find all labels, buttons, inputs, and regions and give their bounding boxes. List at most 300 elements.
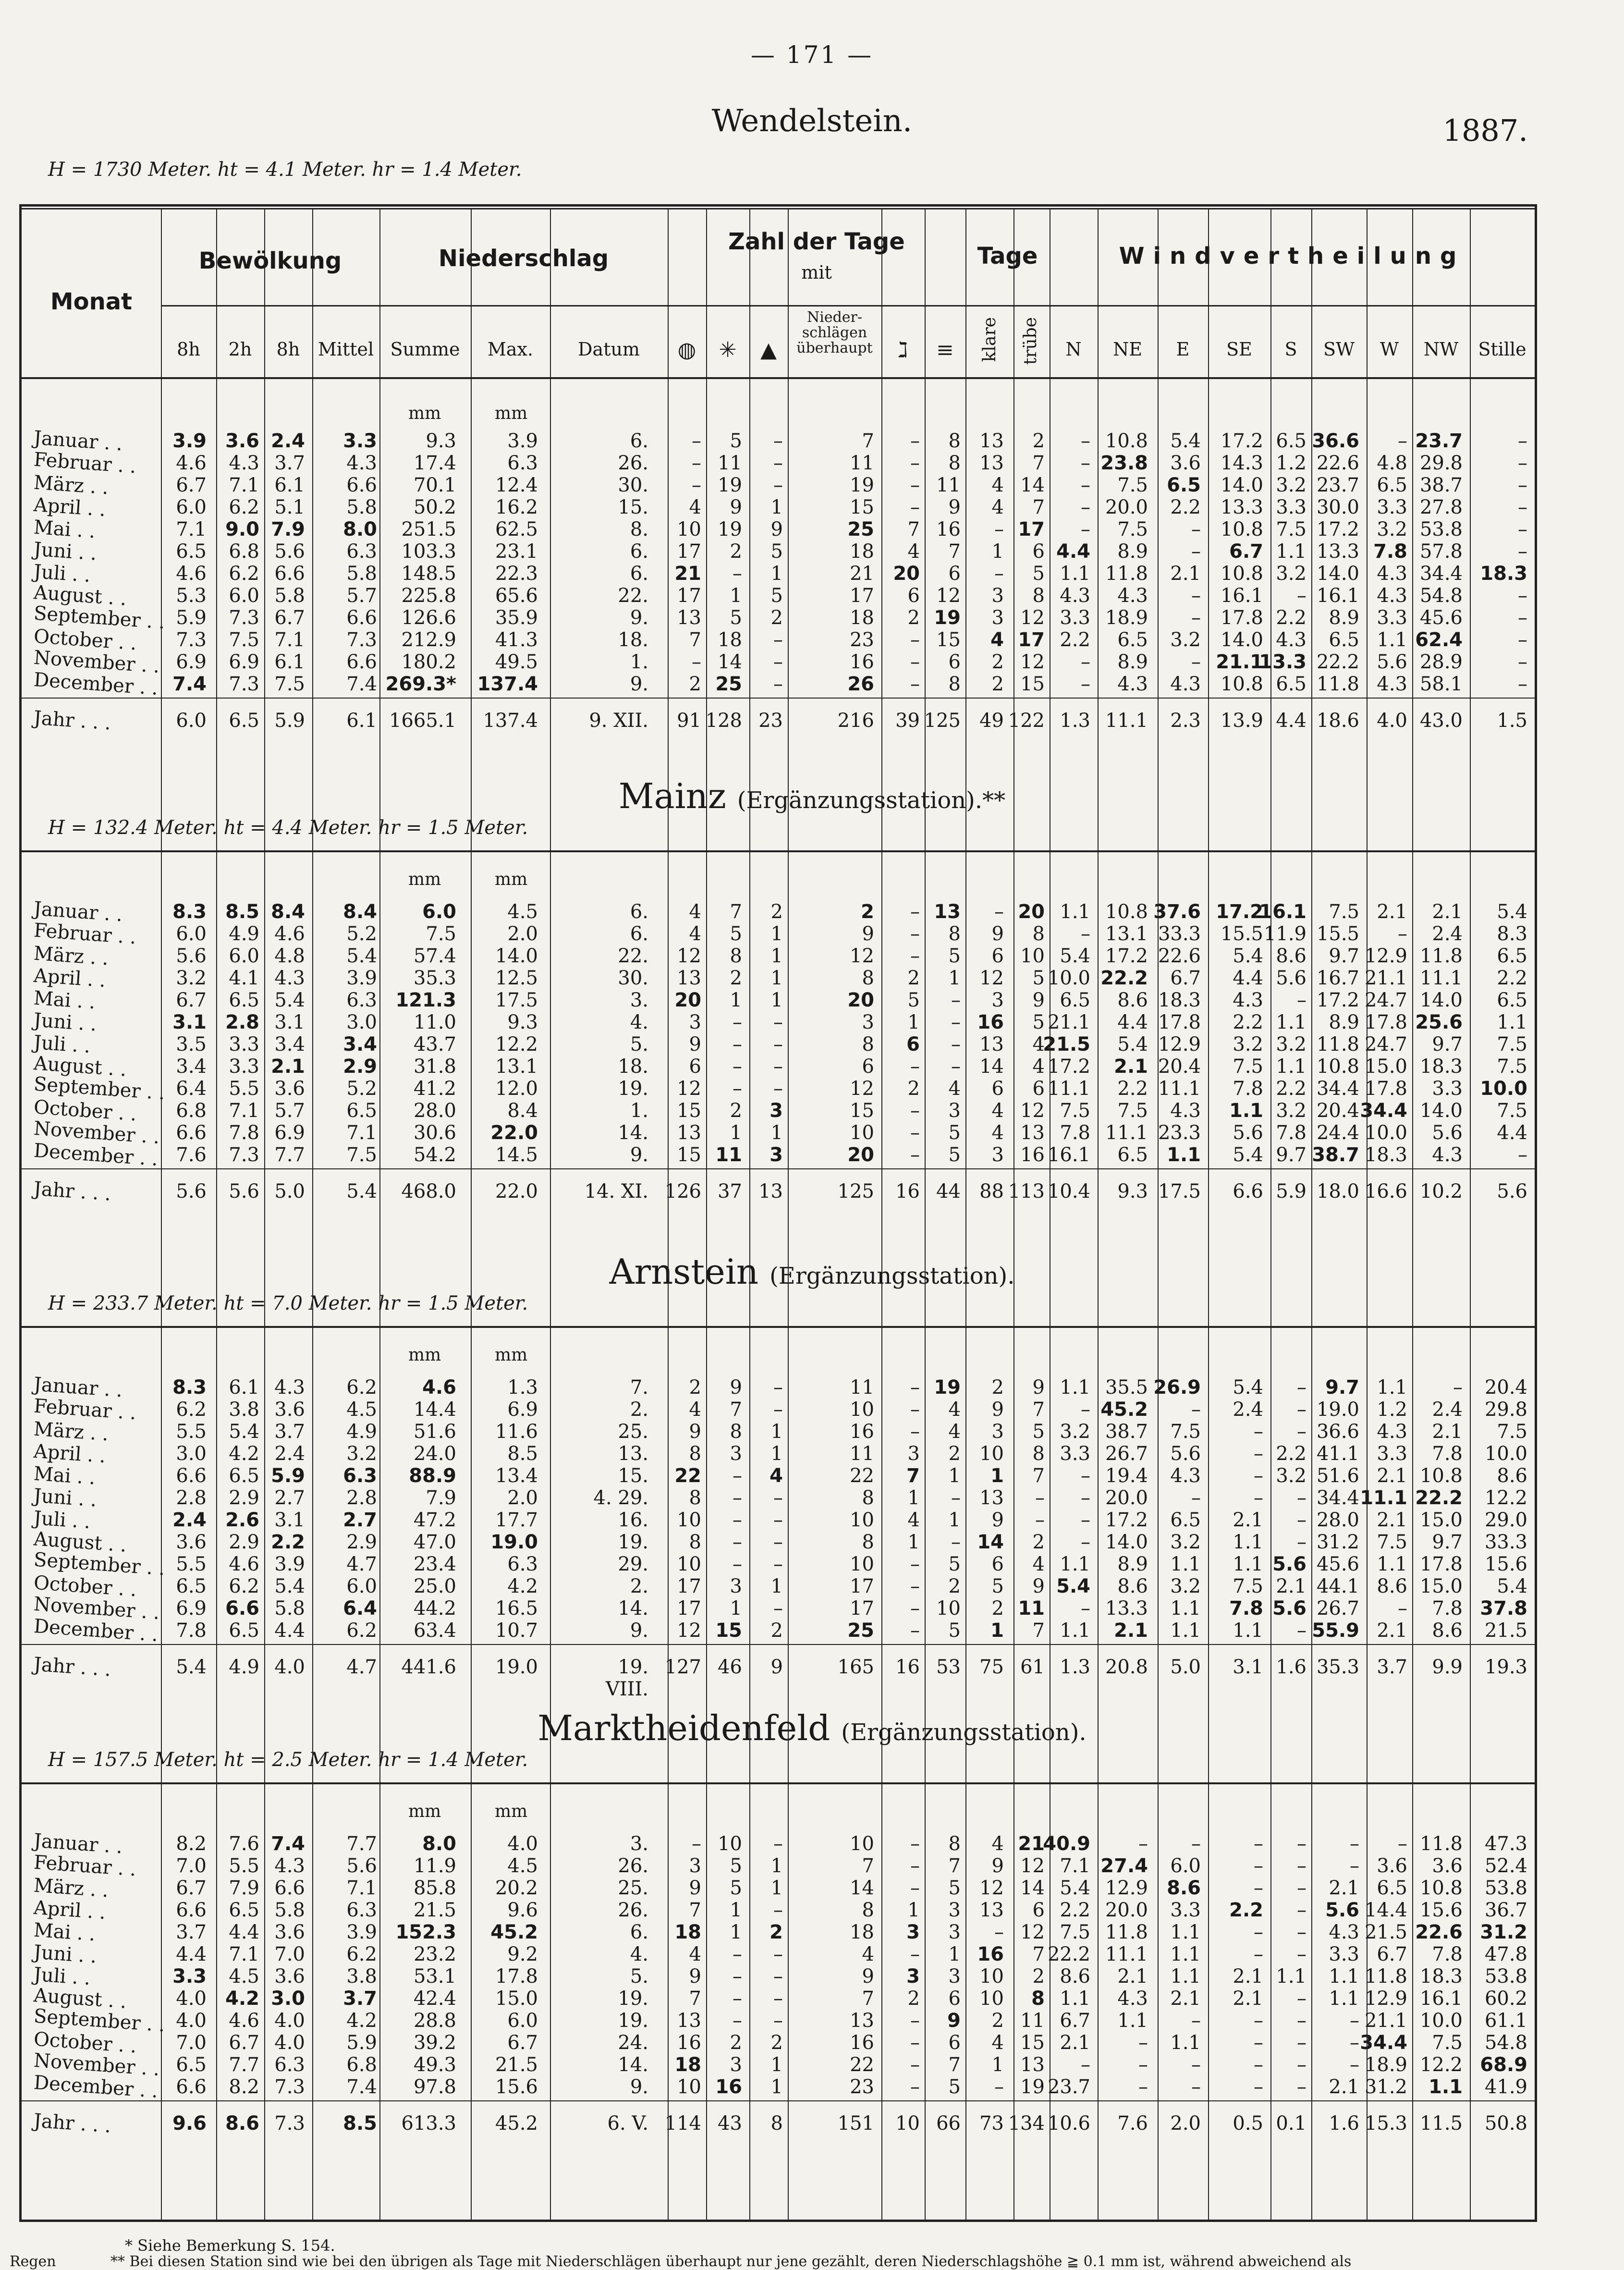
- table-cell: 11.1: [1105, 1943, 1148, 1965]
- table-cell: –: [773, 1055, 783, 1078]
- station-name: Mainz: [618, 776, 737, 816]
- table-cell: 6.0: [229, 585, 259, 607]
- table-cell: 4.3: [1276, 629, 1307, 651]
- table-cell: 17.8: [1419, 1553, 1463, 1575]
- table-cell: 35.5: [1105, 1376, 1148, 1399]
- table-cell: 1: [730, 1921, 742, 1943]
- table-cell: 2.1: [1329, 1877, 1359, 1899]
- rain-icon: ◍: [677, 338, 696, 362]
- subheader-col: Datum: [578, 339, 640, 360]
- table-cell: 37: [718, 1180, 742, 1202]
- table-cell: 3.3: [172, 1965, 207, 1988]
- table-cell: 16.6: [1364, 1180, 1407, 1202]
- table-cell: 4.9: [346, 1421, 377, 1443]
- table-cell: 13: [979, 1033, 1004, 1055]
- table-cell: 22.2: [1047, 1943, 1090, 1965]
- table-cell: 22.6: [1415, 1921, 1463, 1943]
- column-divider: [471, 209, 472, 2220]
- table-cell: 15.0: [1364, 1055, 1407, 1078]
- subheader-rule: [161, 305, 1535, 307]
- table-cell: 9: [730, 496, 742, 518]
- table-cell: –: [1081, 1597, 1090, 1620]
- table-cell: 134: [1008, 2112, 1045, 2135]
- table-cell: –: [1350, 1855, 1359, 1877]
- table-cell: 122: [1008, 710, 1045, 732]
- table-cell: 18.0: [1316, 1180, 1359, 1202]
- table-cell: 4.3: [1117, 673, 1148, 695]
- table-cell: 3.9: [346, 1921, 377, 1943]
- station-rule: [19, 850, 1537, 852]
- table-cell: 148.5: [401, 563, 456, 585]
- month-label: December . .: [33, 2072, 159, 2102]
- table-cell: –: [773, 1487, 783, 1509]
- table-cell: 17.5: [1158, 1180, 1201, 1202]
- table-cell: 49.3: [413, 2054, 456, 2076]
- table-cell: 2.1: [1432, 1421, 1463, 1443]
- table-cell: –: [733, 1465, 742, 1487]
- table-cell: 2.7: [274, 1487, 305, 1509]
- table-cell: –: [733, 563, 742, 585]
- table-cell: 1.3: [1060, 710, 1090, 732]
- month-label: September . .: [33, 2005, 166, 2037]
- table-cell: 6.6: [176, 1899, 207, 1921]
- table-cell: 21: [850, 563, 874, 585]
- table-cell: 85.8: [413, 1877, 456, 1899]
- station-meta: H = 233.7 Meter. ht = 7.0 Meter. hr = 1.5 Meter.: [48, 1292, 528, 1314]
- table-cell: 18.3: [1364, 1144, 1407, 1166]
- table-cell: 1: [770, 923, 783, 945]
- table-cell: 4: [1032, 1055, 1045, 1078]
- table-cell: 3.3: [1060, 1443, 1090, 1465]
- table-cell: 9: [689, 1965, 701, 1988]
- table-cell: 1.2: [1276, 452, 1307, 474]
- table-cell: 16: [936, 518, 961, 540]
- table-cell: 9.7: [1432, 1531, 1463, 1553]
- table-cell: 1: [770, 1122, 783, 1144]
- table-cell: 7: [862, 1988, 874, 2010]
- table-cell: 103.3: [401, 540, 456, 563]
- table-cell: 7.5: [346, 1144, 377, 1166]
- table-cell: 2: [770, 607, 783, 629]
- table-cell: 11: [850, 1443, 874, 1465]
- table-cell: 10.0: [1364, 1122, 1407, 1144]
- table-cell: 1: [770, 967, 783, 989]
- table-cell: 4.4: [1056, 540, 1090, 563]
- table-cell: 24.4: [1316, 1122, 1359, 1144]
- jahr-rule: [19, 2100, 1537, 2101]
- table-cell: 2: [770, 901, 783, 923]
- table-cell: 16: [850, 651, 874, 673]
- table-cell: –: [1081, 2054, 1090, 2076]
- column-divider: [668, 209, 669, 2220]
- table-cell: 9.3: [507, 1011, 538, 1033]
- table-cell: 2.1: [1233, 1988, 1263, 2010]
- table-cell: 8.3: [1497, 923, 1527, 945]
- table-cell: 18.3: [1158, 989, 1201, 1011]
- table-cell: 57.8: [1419, 540, 1463, 563]
- table-cell: 16: [850, 1421, 874, 1443]
- table-cell: 10: [850, 1122, 874, 1144]
- table-cell: 8: [689, 1487, 701, 1509]
- table-cell: 23: [850, 629, 874, 651]
- table-cell: 22: [674, 1465, 701, 1487]
- table-cell: 6.5: [1276, 673, 1307, 695]
- month-label: November . .: [33, 646, 160, 678]
- table-cell: 12.2: [495, 1033, 538, 1055]
- table-cell: –: [910, 1055, 920, 1078]
- table-cell: 17.8: [1364, 1078, 1407, 1100]
- table-cell: 9.: [630, 1620, 648, 1642]
- table-cell: 7.5: [1060, 1921, 1090, 1943]
- table-cell: 5.8: [346, 563, 377, 585]
- table-cell: 4.6: [422, 1376, 456, 1399]
- table-cell: 5.6: [176, 1180, 207, 1202]
- table-cell: –: [773, 1833, 783, 1855]
- month-label: Mai . .: [33, 1462, 96, 1489]
- table-cell: 1.1: [1429, 2076, 1463, 2098]
- table-cell: 7.5: [229, 629, 259, 651]
- table-cell: 11.0: [413, 1011, 456, 1033]
- table-cell: 5.2: [346, 1078, 377, 1100]
- table-cell: 17: [850, 585, 874, 607]
- month-label: August . .: [33, 1528, 127, 1557]
- table-cell: 13: [677, 1122, 701, 1144]
- table-cell: 28.8: [413, 2010, 456, 2032]
- table-cell: 10.8: [1220, 518, 1263, 540]
- column-divider: [264, 209, 265, 2220]
- table-cell: 125: [837, 1180, 874, 1202]
- table-cell: 24.0: [413, 1443, 456, 1465]
- table-cell: 6.: [630, 923, 648, 945]
- table-cell: 5.6: [1272, 1553, 1307, 1575]
- table-cell: 613.3: [401, 2112, 456, 2135]
- table-cell: 16.1: [1316, 585, 1359, 607]
- table-cell: –: [1518, 496, 1527, 518]
- table-cell: 1.: [630, 1100, 648, 1122]
- table-cell: 13: [979, 430, 1004, 452]
- table-cell: 30.: [618, 967, 648, 989]
- table-cell: 45.2: [490, 1921, 538, 1943]
- table-cell: 6.7: [229, 2032, 259, 2054]
- table-cell: 23: [758, 710, 783, 732]
- table-cell: 21: [674, 563, 701, 585]
- table-cell: 46: [718, 1656, 742, 1678]
- table-cell: 18.3: [1419, 1965, 1463, 1988]
- table-cell: 16: [895, 1180, 920, 1202]
- table-cell: 9: [770, 1656, 783, 1678]
- table-cell: 6.3: [346, 989, 377, 1011]
- table-cell: 1.1: [1170, 1553, 1201, 1575]
- table-cell: 19: [718, 474, 742, 496]
- month-label: Januar . .: [33, 1829, 123, 1858]
- table-cell: 7.5: [274, 673, 305, 695]
- table-cell: 6.7: [507, 2032, 538, 2054]
- table-cell: 25.0: [413, 1575, 456, 1597]
- table-cell: –: [1297, 1877, 1307, 1899]
- table-cell: 62.4: [1415, 629, 1463, 651]
- month-label: October . .: [33, 2028, 137, 2058]
- table-cell: –: [733, 1965, 742, 1988]
- table-cell: 4.2: [507, 1575, 538, 1597]
- table-cell: 5.4: [1497, 1575, 1527, 1597]
- table-cell: 10: [895, 2112, 920, 2135]
- table-cell: 10.6: [1047, 2112, 1090, 2135]
- table-cell: 21.1: [1364, 2010, 1407, 2032]
- table-cell: 7.4: [346, 2076, 377, 2098]
- table-cell: 1.2: [1377, 1399, 1407, 1421]
- table-cell: 8: [948, 430, 961, 452]
- table-cell: –: [910, 1943, 920, 1965]
- table-cell: –: [910, 2054, 920, 2076]
- footnote: ** Bei diesen Station sind wie bei den übrigen als Tage mit Niederschlägen überhaupt nur jene gezählt, deren Niederschlagshöhe ≧ 0.1 mm ist, während abweichend als: [110, 2253, 1352, 2270]
- table-cell: 26.7: [1105, 1443, 1148, 1465]
- table-cell: 6.6: [346, 474, 377, 496]
- table-cell: 1: [730, 1597, 742, 1620]
- table-cell: 5.6: [1170, 1443, 1201, 1465]
- table-cell: 3.7: [343, 1988, 377, 2010]
- table-cell: 9: [1032, 1575, 1045, 1597]
- subheader-col: NW: [1423, 339, 1459, 360]
- table-cell: 16.7: [1316, 967, 1359, 989]
- table-cell: –: [1297, 1376, 1307, 1399]
- table-cell: 20.8: [1105, 1656, 1148, 1678]
- table-cell: 20.0: [1105, 496, 1148, 518]
- unit-mm: mm: [495, 1802, 528, 1821]
- table-cell: –: [1297, 989, 1307, 1011]
- table-cell: –: [1297, 1855, 1307, 1877]
- column-divider: [706, 209, 707, 2220]
- table-cell: 62.5: [495, 518, 538, 540]
- table-cell: 15.3: [1364, 2112, 1407, 2135]
- table-cell: 1: [907, 1011, 920, 1033]
- table-cell: 25.6: [1415, 1011, 1463, 1033]
- table-cell: 19: [850, 474, 874, 496]
- table-cell: 13: [677, 967, 701, 989]
- table-cell: 33.3: [1484, 1531, 1527, 1553]
- month-label: September . .: [33, 1548, 166, 1580]
- table-cell: 4: [689, 923, 701, 945]
- table-cell: 10: [677, 518, 701, 540]
- table-cell: 5.5: [229, 1078, 259, 1100]
- table-cell: –: [733, 1553, 742, 1575]
- table-cell: 14: [718, 651, 742, 673]
- table-cell: 21.5: [1043, 1033, 1090, 1055]
- table-cell: 7: [948, 540, 961, 563]
- table-cell: 5: [730, 607, 742, 629]
- table-cell: 10.8: [1105, 430, 1148, 452]
- month-label: Mai . .: [33, 987, 96, 1014]
- table-cell: 8: [948, 923, 961, 945]
- table-cell: –: [994, 2076, 1004, 2098]
- table-cell: 4.: [630, 1011, 648, 1033]
- subheader-truebe: trübe: [1021, 317, 1040, 365]
- table-cell: –: [773, 430, 783, 452]
- table-cell: 8.4: [343, 901, 377, 923]
- month-label: November . .: [33, 1117, 160, 1149]
- table-cell: 6.1: [274, 651, 305, 673]
- table-cell: 1665.1: [389, 710, 456, 732]
- table-cell: 3.2: [176, 967, 207, 989]
- table-cell: 2.9: [343, 1055, 377, 1078]
- table-cell: 3.9: [172, 430, 207, 452]
- table-cell: 5: [948, 1144, 961, 1166]
- table-cell: –: [733, 1988, 742, 2010]
- table-cell: 7: [730, 1399, 742, 1421]
- table-cell: –: [1138, 1833, 1148, 1855]
- table-cell: 41.9: [1484, 2076, 1527, 2098]
- table-cell: 26: [847, 673, 874, 695]
- table-cell: 2.2: [1229, 1899, 1263, 1921]
- table-cell: 9.7: [1276, 1144, 1307, 1166]
- table-cell: 2: [991, 1376, 1004, 1399]
- table-cell: 47.0: [413, 1531, 456, 1553]
- table-cell: 3.6: [1170, 452, 1201, 474]
- table-cell: 5.1: [274, 496, 305, 518]
- table-cell: 14.5: [495, 1144, 538, 1166]
- table-cell: 2.7: [343, 1509, 377, 1531]
- table-cell: 7.1: [346, 1877, 377, 1899]
- table-cell: 39.2: [413, 2032, 456, 2054]
- column-divider: [1470, 209, 1471, 2220]
- subheader-niederschlaege: Nieder-schlägen überhaupt: [796, 309, 873, 356]
- subheader-col: SW: [1323, 339, 1355, 360]
- table-cell: 5: [1032, 563, 1045, 585]
- table-cell: –: [910, 2010, 920, 2032]
- table-cell: 2: [1032, 1531, 1045, 1553]
- table-cell: –: [910, 1597, 920, 1620]
- table-cell: 251.5: [401, 518, 456, 540]
- table-cell: 1: [770, 2054, 783, 2076]
- table-cell: 14.: [618, 1122, 648, 1144]
- table-cell: 14: [977, 1531, 1004, 1553]
- table-cell: –: [1191, 1833, 1201, 1855]
- table-cell: –: [1081, 496, 1090, 518]
- table-cell: –: [1297, 1833, 1307, 1855]
- table-cell: 6.0: [229, 945, 259, 967]
- subheader-col: E: [1176, 339, 1190, 360]
- table-cell: 55.9: [1312, 1620, 1359, 1642]
- table-cell: 45.2: [495, 2112, 538, 2135]
- table-cell: 2.1: [1377, 1509, 1407, 1531]
- table-cell: 11.1: [1105, 1122, 1148, 1144]
- table-cell: 10.8: [1220, 563, 1263, 585]
- table-cell: 15.6: [1484, 1553, 1527, 1575]
- table-cell: 31.8: [413, 1055, 456, 1078]
- column-divider: [216, 209, 217, 2220]
- table-cell: 1.1: [1170, 1597, 1201, 1620]
- table-cell: 16: [850, 2032, 874, 2054]
- table-cell: 2.8: [176, 1487, 207, 1509]
- table-cell: 8: [770, 2112, 783, 2135]
- jahr-rule: [19, 1644, 1537, 1645]
- table-cell: 6: [991, 1553, 1004, 1575]
- table-cell: 2.2: [1233, 1011, 1263, 1033]
- table-cell: –: [910, 629, 920, 651]
- table-cell: 19.: [618, 1988, 648, 2010]
- table-cell: 2.8: [225, 1011, 259, 1033]
- table-cell: 22: [850, 2054, 874, 2076]
- table-cell: 19.: [618, 1078, 648, 1100]
- table-cell: 50.2: [413, 496, 456, 518]
- table-cell: –: [773, 1597, 783, 1620]
- month-label: Jahr . . .: [33, 2110, 112, 2137]
- table-cell: 2.2: [1060, 1899, 1090, 1921]
- table-cell: 5.6: [1432, 1122, 1463, 1144]
- table-cell: –: [1518, 629, 1527, 651]
- table-cell: 2.1: [1114, 1620, 1148, 1642]
- table-cell: 6.5: [229, 989, 259, 1011]
- table-cell: 3.6: [274, 1965, 305, 1988]
- table-cell: 8.3: [172, 1376, 207, 1399]
- page-number: — 171 —: [750, 41, 874, 69]
- table-cell: 15: [936, 629, 961, 651]
- table-cell: 10: [979, 1988, 1004, 2010]
- table-cell: 9: [948, 496, 961, 518]
- table-cell: 3.6: [274, 1921, 305, 1943]
- table-cell: 1.1: [1377, 1376, 1407, 1399]
- table-cell: 3.3: [1170, 1899, 1201, 1921]
- table-cell: 8.3: [172, 901, 207, 923]
- table-cell: –: [773, 651, 783, 673]
- table-cell: 4.0: [507, 1833, 538, 1855]
- column-divider: [749, 209, 750, 2220]
- table-cell: 13.9: [1220, 710, 1263, 732]
- table-cell: 9. XII.: [589, 710, 648, 732]
- table-cell: 6.5: [229, 710, 259, 732]
- table-cell: –: [1254, 2054, 1263, 2076]
- table-cell: 6.: [630, 430, 648, 452]
- table-cell: 3.5: [176, 1033, 207, 1055]
- table-cell: 15: [850, 1100, 874, 1122]
- table-cell: 27.8: [1419, 496, 1463, 518]
- table-cell: 6.6: [346, 607, 377, 629]
- table-cell: 75: [979, 1656, 1004, 1678]
- table-cell: –: [1297, 1620, 1307, 1642]
- table-cell: –: [773, 673, 783, 695]
- month-label: Februar . .: [33, 919, 137, 949]
- table-cell: 1.6: [1276, 1656, 1307, 1678]
- table-cell: –: [1350, 1833, 1359, 1855]
- table-cell: –: [1081, 1487, 1090, 1509]
- month-label: April . .: [33, 1440, 107, 1468]
- table-cell: 7.3: [346, 629, 377, 651]
- table-cell: 12.9: [1364, 1988, 1407, 2010]
- table-cell: 15.5: [1316, 923, 1359, 945]
- table-cell: –: [1254, 1465, 1263, 1487]
- table-cell: 152.3: [395, 1921, 456, 1943]
- month-label: Jahr . . .: [33, 1178, 112, 1205]
- column-divider: [881, 209, 882, 2220]
- margin-text: Regen: [10, 2253, 56, 2270]
- table-cell: 6.8: [346, 2054, 377, 2076]
- table-cell: 1: [730, 989, 742, 1011]
- month-label: December . .: [33, 669, 159, 699]
- subheader-col: W: [1380, 339, 1399, 360]
- table-cell: 10.0: [1047, 967, 1090, 989]
- table-cell: 10: [979, 1443, 1004, 1465]
- table-cell: 3.2: [1276, 1100, 1307, 1122]
- table-cell: 5.5: [176, 1553, 207, 1575]
- table-cell: –: [773, 1943, 783, 1965]
- table-cell: –: [910, 1100, 920, 1122]
- table-cell: 13: [1020, 1122, 1045, 1144]
- table-cell: 11.1: [1047, 1078, 1090, 1100]
- table-cell: –: [910, 901, 920, 923]
- table-cell: 6: [948, 563, 961, 585]
- table-cell: 2.1: [1114, 1055, 1148, 1078]
- column-divider: [1208, 209, 1209, 2220]
- table-cell: 5.0: [1170, 1656, 1201, 1678]
